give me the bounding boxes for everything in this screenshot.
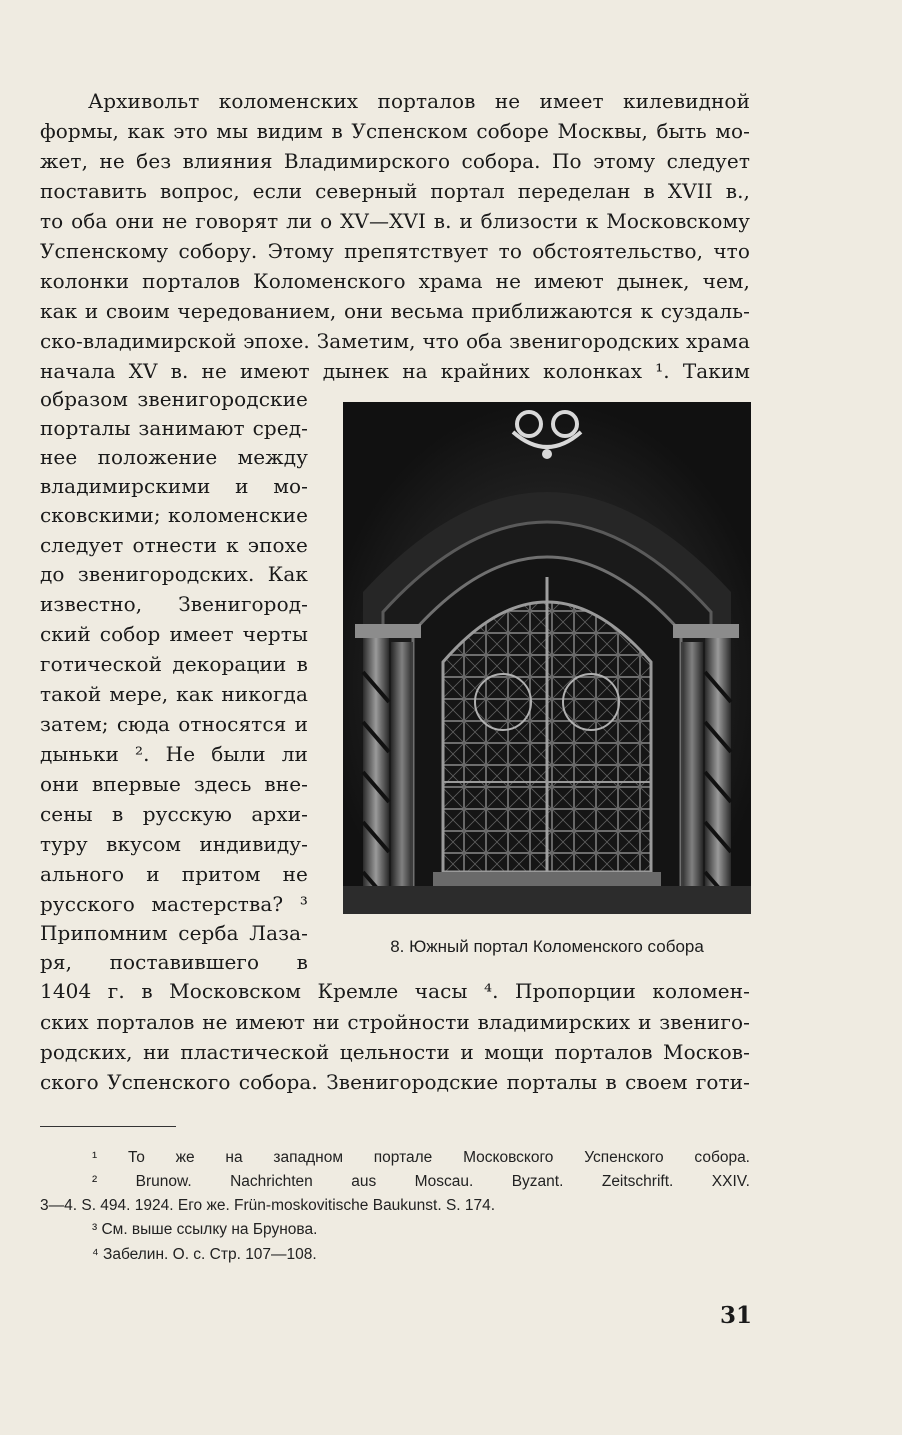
side-line: сковскими; коломенские (40, 503, 308, 527)
body-line: Архивольт коломенских порталов не имеет килевидной (88, 89, 750, 113)
page-number: 31 (719, 1302, 752, 1329)
body-line: Успенскому собору. Этому препятствует то обстоятельство, что (40, 239, 750, 263)
body-line: жет, не без влияния Владимирского собора. По этому следует (40, 149, 750, 173)
body-line: начала XV в. не имеют дынек на крайних колонках ¹. Таким (40, 359, 750, 383)
side-line: следует отнести к эпохе (40, 533, 308, 557)
side-line: сены в русскую архи- (40, 802, 308, 826)
portal-photograph (343, 402, 751, 914)
footnote-divider (40, 1126, 176, 1127)
body-line: ских порталов не имеют ни стройности владимирских и звениго- (40, 1010, 750, 1034)
side-line: Припомним серба Лаза- (40, 921, 308, 945)
side-line: туру вкусом индивиду- (40, 832, 308, 856)
footnote: ³ См. выше ссылку на Брунова. (92, 1221, 318, 1238)
footnote: ¹ То же на западном портале Московского Успенского собора. (92, 1149, 750, 1166)
side-line: владимирскими и мо- (40, 474, 308, 498)
side-line: известно, Звенигород- (40, 592, 308, 616)
side-line: русского мастерства? ³ (40, 892, 308, 916)
body-line: поставить вопрос, если северный портал переделан в XVII в., (40, 179, 750, 203)
side-line: до звенигородских. Как (40, 562, 308, 586)
body-line: родских, ни пластической цельности и мощи порталов Москов- (40, 1040, 750, 1064)
footnote: 3—4. S. 494. 1924. Его же. Frün-moskovitische Baukunst. S. 174. (40, 1197, 496, 1214)
footnote: ² Brunow. Nachrichten aus Moscau. Byzant. Zeitschrift. XXIV. (92, 1173, 750, 1190)
figure-caption: 8. Южный портал Коломенского собора (390, 937, 704, 956)
body-line: 1404 г. в Московском Кремле часы ⁴. Пропорции коломен- (40, 979, 750, 1003)
body-line: колонки порталов Коломенского храма не имеют дынек, чем, (40, 269, 750, 293)
body-line: формы, как это мы видим в Успенском соборе Москвы, быть мо- (40, 119, 750, 143)
side-line: готической декорации в (40, 652, 308, 676)
footnote: ⁴ Забелин. О. с. Стр. 107—108. (92, 1246, 317, 1263)
portal-illustration (343, 402, 751, 914)
side-line: нее положение между (40, 445, 308, 469)
side-line: ря, поставившего в (40, 950, 308, 974)
body-line: ско-владимирской эпохе. Заметим, что оба звенигородских храма (40, 329, 750, 353)
side-line: порталы занимают сред- (40, 416, 308, 440)
body-line: то оба они не говорят ли о XV—XVI в. и близости к Московскому (40, 209, 750, 233)
side-line: дыньки ². Не были ли (40, 742, 308, 766)
side-line: ального и притом не (40, 862, 308, 886)
side-line: они впервые здесь вне- (40, 772, 308, 796)
side-line: такой мере, как никогда (40, 682, 308, 706)
body-line: ского Успенского собора. Звенигородские порталы в своем готи- (40, 1070, 750, 1094)
side-line: образом звенигородские (40, 387, 308, 411)
side-line: ский собор имеет черты (40, 622, 308, 646)
body-line: как и своим чередованием, они весьма приближаются к суздаль- (40, 299, 750, 323)
side-line: затем; сюда относятся и (40, 712, 308, 736)
